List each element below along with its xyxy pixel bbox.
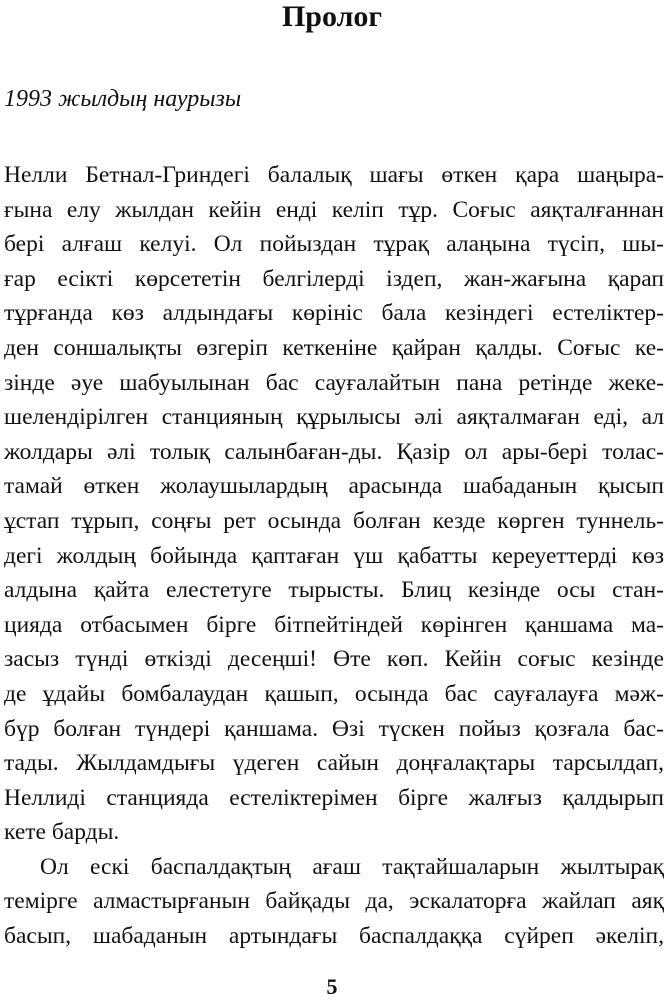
text-line: тұрғанда көз алдындағы көрініс бала кезіндегі естеліктер- (4, 300, 664, 327)
page-number: 5 (326, 974, 338, 999)
text-line: цияда отбасымен бірге бітпейтіндей көрінген қаншама ма- (4, 611, 664, 638)
text-line: Нелли Бетнал-Гриндегі балалық шағы өткен қара шаңыра- (4, 162, 664, 188)
text-line: засыз түнді өткізді десеңші! Өте көп. Кейін соғыс кезінде (4, 646, 664, 673)
body-text (4, 158, 664, 954)
text-line: тамай өткен жолаушылардың арасында шабаданын қысып (4, 473, 664, 500)
text-line: ден соншалықты өзгеріп кеткеніне қайран қалды. Соғыс ке- (4, 334, 664, 361)
text-line: жолдары әлі толық салынбаған-ды. Қазір ол ары-бері толас- (4, 438, 664, 465)
chapter-title: Пролог (281, 0, 383, 33)
text-line: тады. Жылдамдығы үдеген сайын доңғалақтары тарсылдап, (4, 750, 664, 777)
text-line: Ол ескі баспалдақтың ағаш тақтайшаларын жылтырақ (40, 853, 664, 880)
text-line: Неллиді станцияда естеліктерімен бірге жалғыз қалдырып (4, 784, 664, 811)
text-line: басып, шабаданын артындағы баспалдаққа сүйреп әкеліп, (4, 923, 664, 950)
text-line: бері алғаш келуі. Ол пойыздан тұрақ алаңына түсіп, шы- (4, 231, 664, 258)
text-line: зінде әуе шабуылынан бас сауғалайтын пана ретінде жеке- (4, 369, 664, 396)
text-line: темірге алмастырғанын байқады да, эскалаторға жайлап аяқ (4, 888, 664, 915)
text-line: алдына қайта елестетуге тырысты. Блиц кезінде осы стан- (4, 577, 664, 604)
text-line: де ұдайы бомбалаудан қашып, осында бас сауғалауға мәж- (4, 680, 664, 707)
text-line: ғар есікті көрсететін белгілерді іздеп, жан-жағына қарап (4, 265, 664, 292)
text-line: шелендірілген станцияның құрылысы әлі аяқталмаған еді, ал (4, 404, 664, 431)
text-line: бүр болған түндері қаншама. Өзі түскен пойыз қозғала бас- (4, 715, 664, 742)
text-line: ұстап тұрып, соңғы рет осында болған кезде көрген туннель- (4, 507, 664, 534)
text-line: кете барды. (4, 819, 120, 846)
text-line: ғына елу жылдан кейін енді келіп тұр. Соғыс аяқталғаннан (4, 196, 664, 223)
date-heading: 1993 жылдың наурызы (4, 86, 242, 112)
text-line: дегі жолдың бойында қаптаған үш қабатты кереуеттерді көз (4, 542, 664, 569)
